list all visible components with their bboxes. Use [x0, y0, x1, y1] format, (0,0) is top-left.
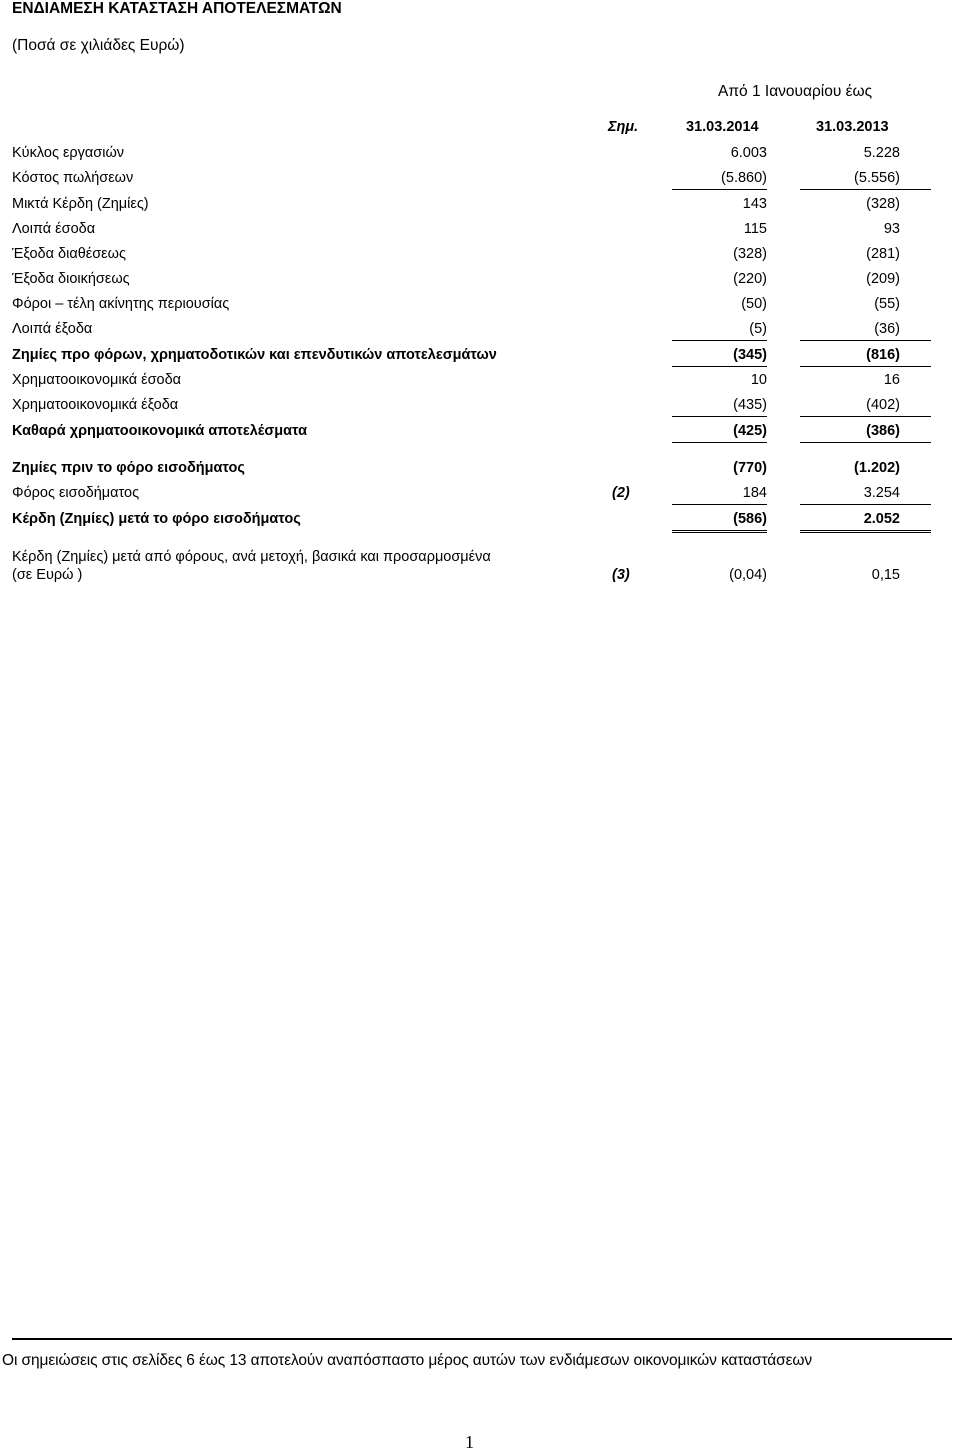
row-note-ref: (2) — [612, 485, 630, 501]
underline — [672, 366, 767, 367]
underline — [672, 189, 767, 190]
row-value-2014: 6.003 — [730, 145, 767, 161]
row-value-2013: 93 — [883, 221, 900, 237]
row-label: Κύκλος εργασιών — [12, 145, 125, 161]
row-value-2014: (5) — [749, 321, 767, 337]
row-value-2013: (328) — [866, 196, 900, 212]
footer-note: Οι σημειώσεις στις σελίδες 6 έως 13 αποτελούν αναπόσπαστο μέρος αυτών των ενδιάμεσων οικονομικών καταστάσεων — [2, 1352, 813, 1369]
row-label: Φόροι – τέλη ακίνητης περιουσίας — [12, 296, 230, 312]
row-value-2013: (281) — [866, 246, 900, 262]
row-label: Κέρδη (Ζημίες) μετά το φόρο εισοδήματος — [12, 511, 301, 527]
row-value-2014: (586) — [733, 511, 767, 527]
underline — [800, 340, 931, 341]
row-value-2014: (345) — [733, 347, 767, 363]
row-value-2013: 3.254 — [863, 485, 900, 501]
row-value-2014: (328) — [733, 246, 767, 262]
row-value-2014: 115 — [743, 221, 767, 237]
row-value-2013: 2.052 — [863, 511, 900, 527]
table-row — [0, 196, 960, 218]
underline — [800, 442, 931, 443]
underline — [672, 442, 767, 443]
underline — [672, 340, 767, 341]
table-row — [0, 372, 960, 394]
table-row — [0, 246, 960, 268]
row-value-2013: (386) — [866, 423, 900, 439]
row-value-2014: (425) — [733, 423, 767, 439]
period-header: Από 1 Ιανουαρίου έως — [718, 83, 873, 100]
row-label: Λοιπά έξοδα — [12, 321, 93, 337]
table-row — [0, 145, 960, 167]
row-label: Έξοδα διαθέσεως — [12, 246, 126, 262]
row-label: Χρηματοοικονομικά έξοδα — [12, 397, 179, 413]
underline — [800, 416, 931, 417]
underline — [672, 416, 767, 417]
row-label: Μικτά Κέρδη (Ζημίες) — [12, 196, 149, 212]
row-value-2014: 10 — [750, 372, 767, 388]
row-label: Έξοδα διοικήσεως — [12, 271, 130, 287]
row-value-2014: (5.860) — [721, 170, 767, 186]
double-underline — [800, 530, 931, 533]
double-underline — [672, 530, 767, 533]
row-value-2014: (50) — [741, 296, 767, 312]
eps-label-line2: (σε Ευρώ ) — [12, 567, 83, 583]
eps-label-line1: Κέρδη (Ζημίες) μετά από φόρους, ανά μετοχή, βασικά και προσαρμοσμένα — [12, 549, 491, 565]
table-row — [0, 221, 960, 243]
row-label: Κόστος πωλήσεων — [12, 170, 134, 186]
row-value-2014: (770) — [733, 460, 767, 476]
eps-value-2014: (0,04) — [729, 567, 767, 583]
row-label: Ζημίες πριν το φόρο εισοδήματος — [12, 460, 245, 476]
column-header-2013: 31.03.2013 — [816, 119, 889, 135]
table-row — [0, 460, 960, 482]
eps-value-2013: 0,15 — [871, 567, 900, 583]
row-label: Καθαρά χρηματοοικονομικά αποτελέσματα — [12, 423, 308, 439]
row-value-2013: (1.202) — [854, 460, 900, 476]
row-value-2014: 184 — [742, 485, 767, 501]
note-column-header: Σημ. — [608, 119, 639, 135]
underline — [800, 504, 931, 505]
row-label: Ζημίες προ φόρων, χρηματοδοτικών και επενδυτικών αποτελεσμάτων — [12, 347, 497, 363]
footer-divider — [12, 1338, 952, 1340]
row-value-2013: (816) — [866, 347, 900, 363]
row-value-2014: (435) — [733, 397, 767, 413]
page-number: 1 — [465, 1432, 474, 1452]
underline — [800, 366, 931, 367]
row-value-2013: 16 — [883, 372, 900, 388]
row-value-2013: (55) — [874, 296, 900, 312]
eps-note-ref: (3) — [612, 567, 630, 583]
row-value-2013: (209) — [866, 271, 900, 287]
row-label: Λοιπά έσοδα — [12, 221, 96, 237]
underline — [800, 189, 931, 190]
row-value-2013: (402) — [866, 397, 900, 413]
row-label: Φόρος εισοδήματος — [12, 485, 140, 501]
column-header-2014: 31.03.2014 — [686, 119, 759, 135]
statement-title: ΕΝΔΙΑΜΕΣΗ ΚΑΤΑΣΤΑΣΗ ΑΠΟΤΕΛΕΣΜΑΤΩΝ — [12, 0, 342, 17]
row-value-2013: (36) — [874, 321, 900, 337]
row-value-2013: (5.556) — [854, 170, 900, 186]
row-value-2014: 143 — [742, 196, 767, 212]
table-row — [0, 296, 960, 318]
statement-subtitle: (Ποσά σε χιλιάδες Ευρώ) — [12, 37, 185, 54]
row-label: Χρηματοοικονομικά έσοδα — [12, 372, 182, 388]
row-value-2013: 5.228 — [863, 145, 900, 161]
underline — [672, 504, 767, 505]
table-row — [0, 271, 960, 293]
row-value-2014: (220) — [733, 271, 767, 287]
